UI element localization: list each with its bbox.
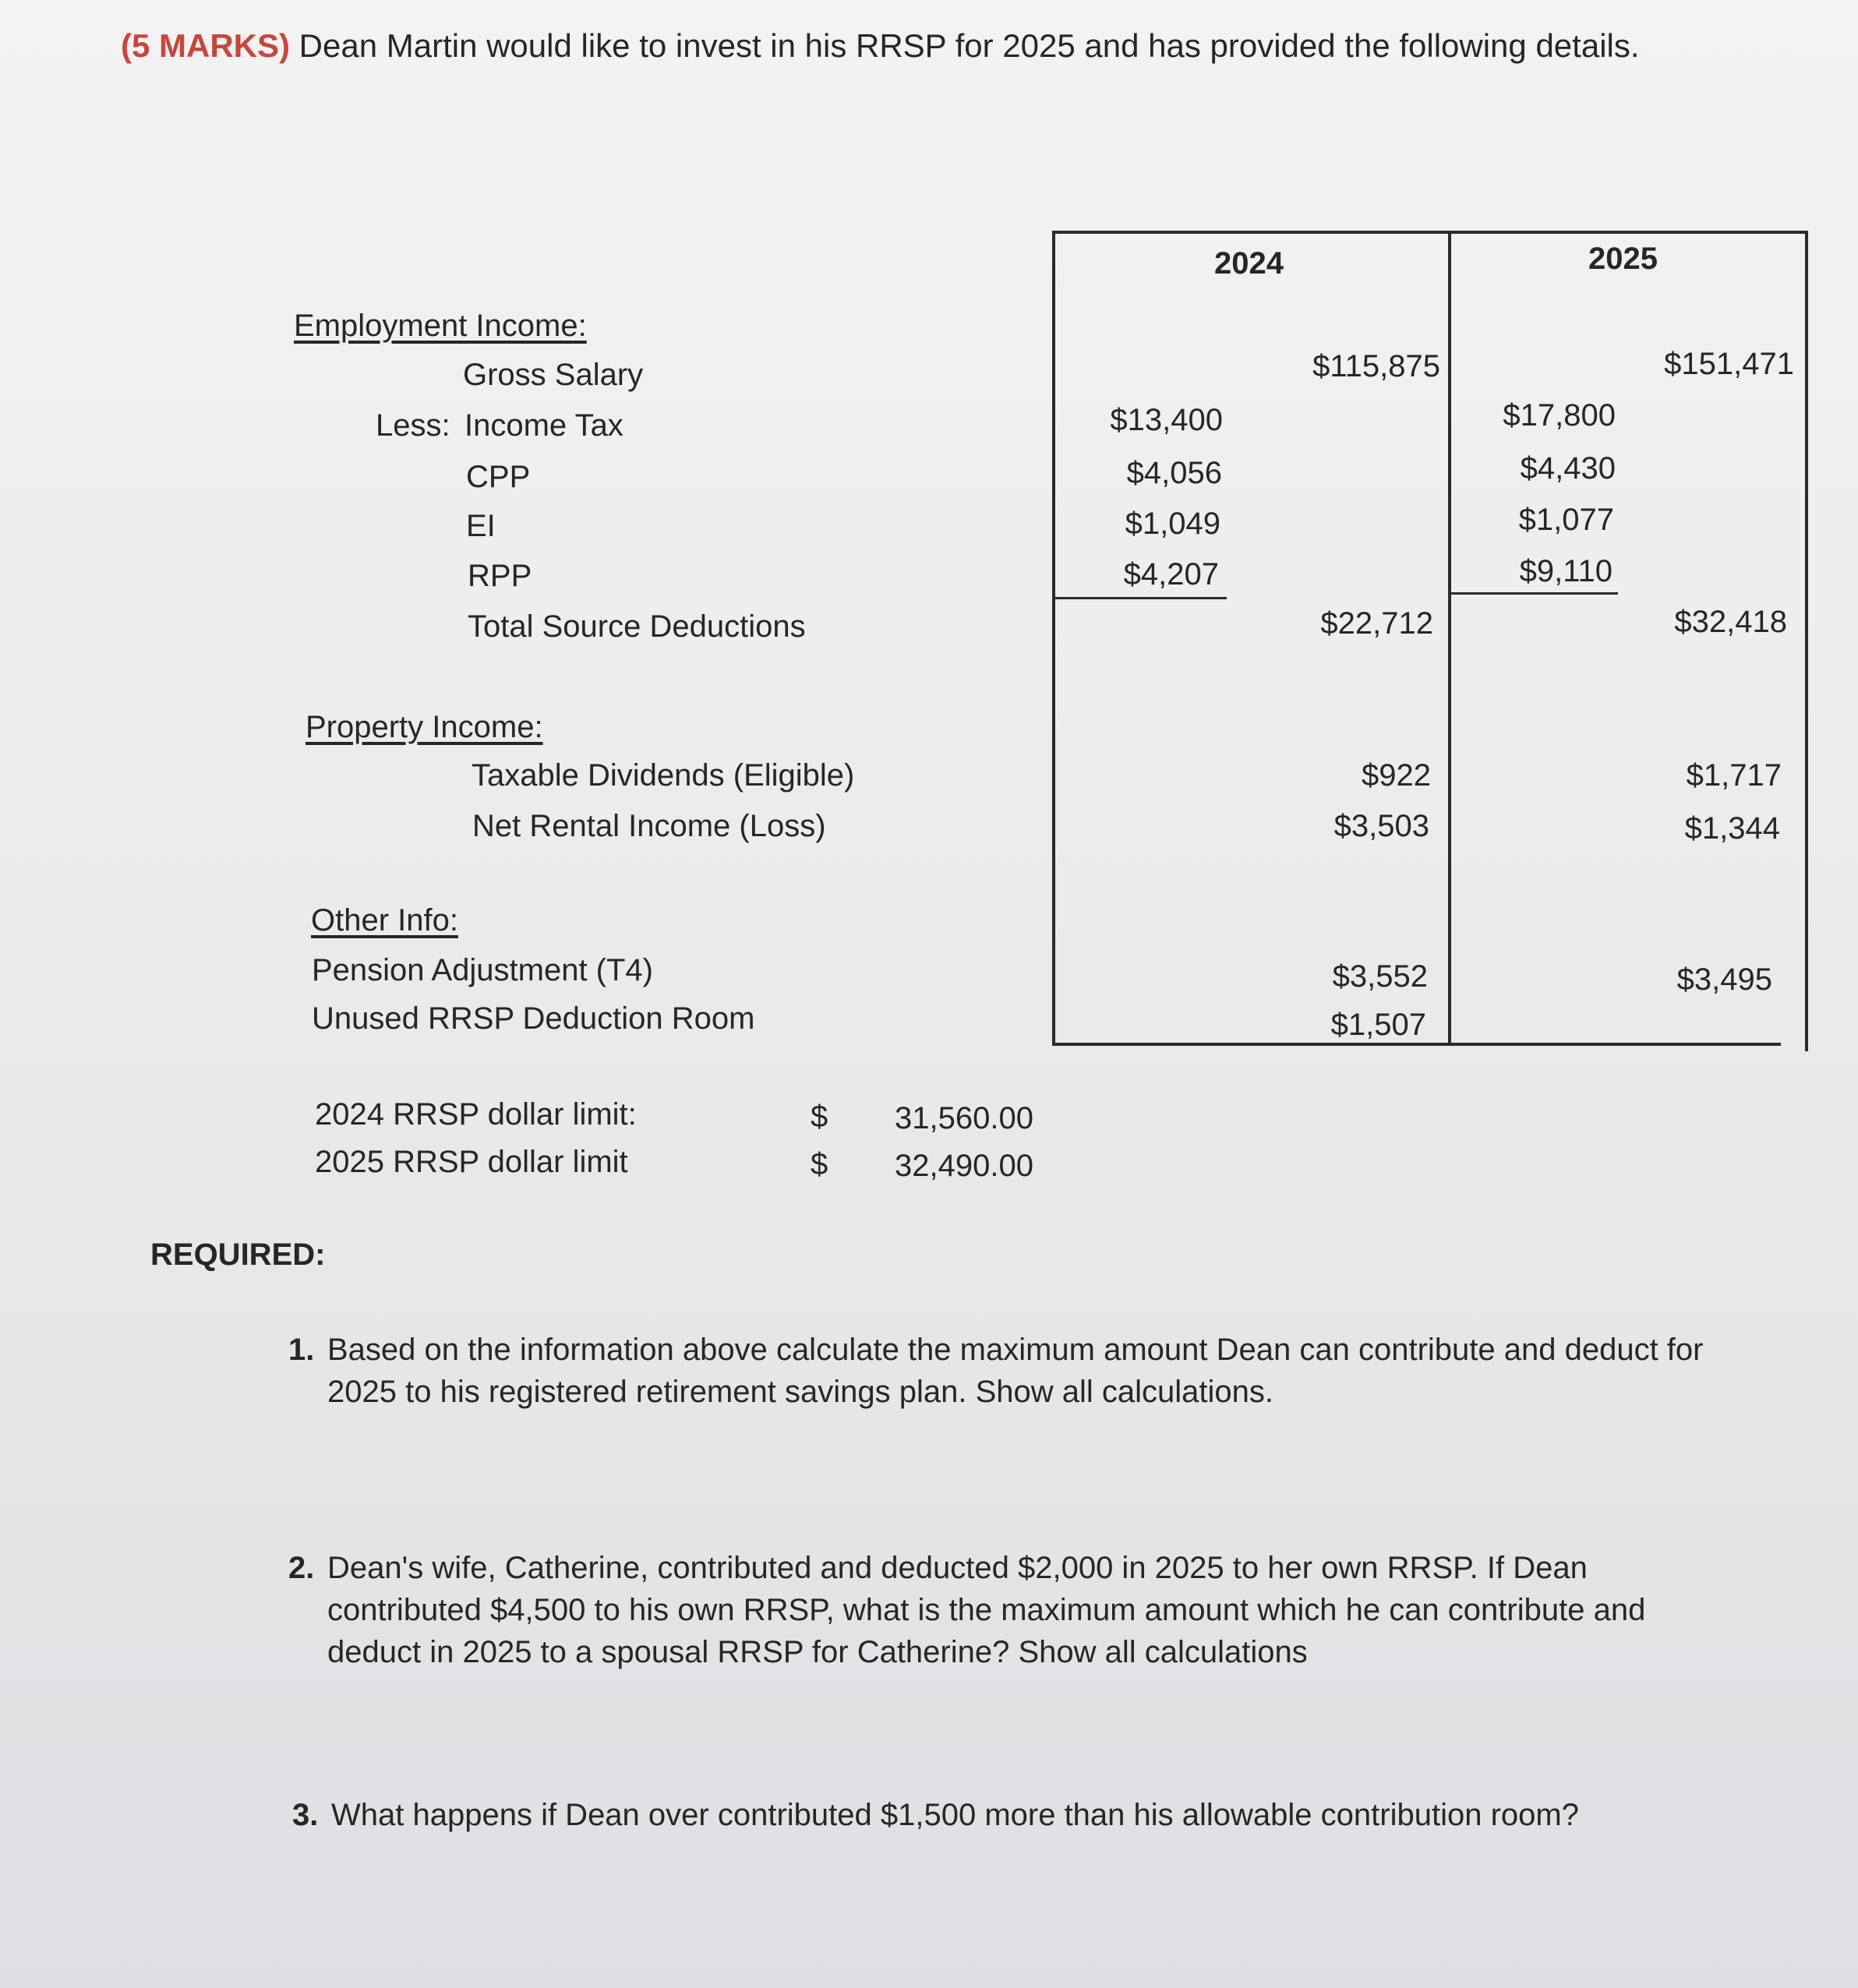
y2024-unused: $1,507 (1330, 1008, 1426, 1042)
y2024-cpp: $4,056 (1126, 456, 1222, 490)
question-1-text: Based on the information above calculate the maximum amount Dean can contribute and deduct for 2025 to his registered retirement savings plan. Show all calculations. (327, 1333, 1704, 1409)
question-3 (292, 1794, 1734, 1836)
y2025-rental: $1,344 (1684, 811, 1780, 846)
limit-2024-label: 2024 RRSP dollar limit: (315, 1097, 637, 1132)
y2024-total: $22,712 (1320, 606, 1433, 641)
required-heading: REQUIRED: (150, 1238, 326, 1272)
y2024-income-tax: $13,400 (1110, 403, 1223, 437)
question-2-text: Dean's wife, Catherine, contributed and deducted $2,000 in 2025 to her own RRSP. If Dean contributed $4,500 to his own RRSP, what is the maximum amount which he can contribute and deduct in 2025 to a spousal RRSP for Catherine? Show all calculations (327, 1551, 1646, 1669)
y2025-dividends: $1,717 (1686, 758, 1782, 793)
y2024-gross-salary: $115,875 (1312, 349, 1440, 383)
question-3-number: 3. (292, 1798, 319, 1832)
total-label: Total Source Deductions (468, 609, 806, 644)
y2024-pension: $3,552 (1332, 959, 1428, 994)
cpp-label: CPP (466, 460, 531, 494)
y2025-gross-salary: $151,471 (1664, 347, 1794, 381)
marks-label: (5 MARKS) (121, 27, 290, 64)
question-2-number: 2. (288, 1551, 315, 1585)
question-1 (288, 1329, 1730, 1413)
other-heading: Other Info: (311, 903, 458, 938)
year-2025-header: 2025 (1588, 242, 1658, 276)
y2025-income-tax: $17,800 (1503, 398, 1616, 433)
y2025-pension: $3,495 (1676, 962, 1772, 997)
y2024-rental: $3,503 (1333, 809, 1429, 843)
intro-text: Dean Martin would like to invest in his RRSP for 2025 and has provided the following details. (298, 27, 1640, 64)
rpp-label: RPP (468, 559, 532, 593)
question-3-text: What happens if Dean over contributed $1,500 more than his allowable contribution room? (331, 1798, 1579, 1832)
y2024-rpp: $4,207 (1123, 557, 1219, 591)
rental-label: Net Rental Income (Loss) (472, 809, 826, 843)
intro-line (121, 27, 1640, 64)
y2025-ei: $1,077 (1518, 503, 1614, 537)
question-1-number: 1. (288, 1333, 315, 1367)
year-2024-header: 2024 (1214, 246, 1284, 281)
less-label: Less: (376, 408, 450, 443)
y2025-total: $32,418 (1674, 605, 1787, 639)
income-tax-label: Income Tax (464, 408, 623, 443)
y2025-cpp: $4,430 (1520, 451, 1616, 486)
y2025-rpp: $9,110 (1519, 554, 1613, 588)
limit-2024-value: 31,560.00 (895, 1101, 1033, 1135)
limit-2025-label: 2025 RRSP dollar limit (315, 1145, 628, 1179)
limit-2024-currency: $ (811, 1100, 828, 1134)
dividends-label: Taxable Dividends (Eligible) (472, 758, 855, 793)
unused-label: Unused RRSP Deduction Room (312, 1001, 755, 1036)
limit-2025-currency: $ (811, 1147, 828, 1181)
limit-2025-value: 32,490.00 (895, 1149, 1033, 1183)
property-heading: Property Income: (306, 710, 543, 744)
question-2 (288, 1547, 1652, 1673)
employment-heading: Employment Income: (294, 309, 587, 343)
ei-label: EI (466, 509, 496, 543)
pension-label: Pension Adjustment (T4) (312, 953, 653, 987)
y2024-dividends: $922 (1362, 758, 1431, 793)
y2024-ei: $1,049 (1125, 507, 1220, 541)
gross-salary-label: Gross Salary (463, 358, 644, 392)
